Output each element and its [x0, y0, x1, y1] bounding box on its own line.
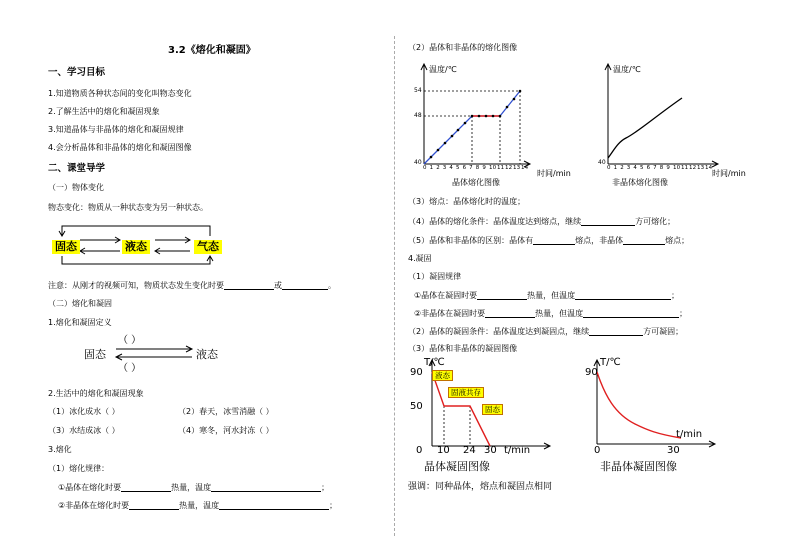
melt-condition-line: （4）晶体的熔化条件：晶体温度达到熔点，继续 方可熔化； — [408, 217, 676, 226]
rule-crystal-blank-1[interactable] — [121, 483, 171, 492]
crystal-xticks — [423, 166, 529, 172]
solidify-caption-noncrystal: 非晶体凝固图像 — [600, 460, 677, 473]
subheading-melt-solidify: （二）熔化和凝固 — [48, 299, 112, 308]
crystal-solidify-graph — [400, 356, 560, 456]
noncrystal-solidify-xtick-30: 30 — [667, 445, 680, 456]
paren-top[interactable]: （ ） — [118, 335, 142, 346]
noncrystal-solidify-axis-temp: T/℃ — [600, 357, 621, 368]
solidify-axis-temp: T/℃ — [424, 357, 445, 368]
solidify-heading: 4.凝固 — [408, 254, 432, 263]
solidify-condition-blank[interactable] — [589, 327, 643, 336]
solidify-condition-line: （2）晶体的凝固条件：晶体温度达到凝固点，继续 方可凝固； — [408, 327, 684, 336]
tag-solid-liquid: 固液共存 — [448, 387, 484, 398]
xtick-2: 2 — [620, 165, 624, 171]
phenomenon-1[interactable]: （1）冰化成水（ ） — [48, 407, 120, 416]
section-heading-guide: 二、课堂导学 — [48, 163, 106, 174]
rule-crystal-blank-2[interactable] — [211, 483, 321, 492]
crystal-caption: 晶体熔化图像 — [452, 178, 500, 187]
liquid-label-2: 液态 — [196, 348, 218, 361]
xtick-13: 13 — [696, 165, 705, 171]
solidify-ytick-50: 50 — [410, 401, 423, 412]
xtick-10: 10 — [488, 165, 497, 171]
definition-heading: 1.熔化和凝固定义 — [48, 318, 112, 327]
xtick-14: 14 — [520, 165, 529, 171]
xtick-12: 12 — [504, 165, 513, 171]
difference-line: （5）晶体和非晶体的区别：晶体有 熔点，非晶体 熔点； — [408, 236, 690, 245]
state-gas-label: 气态 — [194, 240, 222, 254]
solidify-ytick-90: 90 — [410, 367, 423, 378]
xtick-1: 1 — [429, 165, 434, 171]
emphasis-line: 强调：同种晶体，熔点和凝固点相同 — [408, 482, 553, 492]
rule-crystal-line: ①晶体在熔化时要 热量，温度 ； — [58, 483, 330, 492]
xtick-6: 6 — [462, 165, 467, 171]
note-blank-1[interactable] — [224, 281, 274, 290]
graph-heading: （2）晶体和非晶体的熔化图像 — [408, 43, 518, 52]
xtick-3: 3 — [442, 165, 447, 171]
page-title: 3.2《熔化和凝固》 — [168, 45, 256, 56]
xtick-14: 14 — [704, 165, 713, 171]
xtick-4: 4 — [633, 165, 638, 171]
paren-bottom[interactable]: （ ） — [118, 363, 142, 374]
noncrystal-caption: 非晶体熔化图像 — [612, 178, 668, 187]
xtick-1: 1 — [613, 165, 618, 171]
noncrystal-solidify-xtick-0: 0 — [594, 445, 601, 456]
solidify-crystal-line: ①晶体在凝固时要 热量，但温度 ； — [414, 291, 680, 300]
xtick-4: 4 — [449, 165, 454, 171]
solidify-axis-time: t/min — [504, 445, 531, 456]
goal-1: 1.知道物质各种状态间的变化叫物态变化 — [48, 89, 192, 98]
xtick-9: 9 — [666, 165, 671, 171]
melting-rule-heading: （1）熔化规律： — [48, 464, 110, 473]
xtick-9: 9 — [482, 165, 487, 171]
xtick-12: 12 — [688, 165, 697, 171]
goal-2: 2.了解生活中的熔化和凝固现象 — [48, 107, 160, 116]
rule-noncrystal-line: ②非晶体在熔化时要 热量，温度 ； — [58, 501, 338, 510]
note-text: 注意：从刚才的视频可知，物质状态发生变化时要 — [48, 281, 224, 290]
xtick-0: 0 — [607, 165, 611, 171]
difference-blank-2[interactable] — [623, 236, 665, 245]
noncrystal-axis-time: 时间/min — [712, 169, 746, 178]
melting-point-line: （3）熔点：晶体熔化时的温度； — [408, 197, 526, 206]
xtick-0: 0 — [423, 165, 427, 171]
note-line: 注意：从刚才的视频可知，物质状态发生变化时要 或 。 — [48, 281, 336, 290]
solidify-xtick-24: 24 — [463, 445, 476, 456]
solidify-xtick-0: 0 — [416, 445, 423, 456]
goal-3: 3.知道晶体与非晶体的熔化和凝固规律 — [48, 125, 184, 134]
noncrystal-axis-temp: 温度/℃ — [613, 65, 641, 74]
xtick-8: 8 — [659, 165, 664, 171]
solidify-noncrystal-line: ②非晶体在凝固时要 热量，但温度 ； — [414, 309, 688, 318]
crystal-ytick-54: 54 — [414, 87, 422, 94]
state-liquid-label: 液态 — [122, 240, 150, 254]
xtick-11: 11 — [680, 165, 689, 171]
xtick-5: 5 — [639, 165, 644, 171]
phenomenon-2[interactable]: （2）春天，冰雪消融（ ） — [178, 407, 274, 416]
xtick-2: 2 — [436, 165, 440, 171]
crystal-ytick-40: 40 — [414, 159, 422, 166]
solidify-xtick-10: 10 — [437, 445, 450, 456]
solidify-graph-heading: （3）晶体和非晶体的凝固图像 — [408, 344, 518, 353]
tag-liquid: 液态 — [432, 370, 453, 381]
section-heading-goals: 一、学习目标 — [48, 67, 106, 78]
xtick-8: 8 — [475, 165, 480, 171]
phenomenon-3[interactable]: （3）水结成冰（ ） — [48, 426, 120, 435]
solidify-caption-crystal: 晶体凝固图像 — [424, 460, 490, 473]
noncrystal-xticks — [607, 166, 713, 172]
subheading-state-change: （一）物体变化 — [48, 183, 104, 192]
solid-label-2: 固态 — [84, 348, 106, 361]
xtick-11: 11 — [496, 165, 505, 171]
crystal-axis-time: 时间/min — [537, 169, 571, 178]
phenomenon-4[interactable]: （4）寒冬，河水封冻（ ） — [178, 426, 274, 435]
xtick-6: 6 — [646, 165, 651, 171]
tag-solid: 固态 — [482, 404, 503, 415]
noncrystal-solidify-graph — [585, 356, 745, 456]
xtick-7: 7 — [469, 165, 473, 171]
phenomena-heading: 2.生活中的熔化和凝固现象 — [48, 389, 144, 398]
difference-blank-1[interactable] — [533, 236, 575, 245]
column-divider — [394, 36, 396, 536]
xtick-7: 7 — [653, 165, 657, 171]
crystal-ytick-48: 48 — [414, 112, 422, 119]
solidify-crystal-blank-1[interactable] — [477, 291, 527, 300]
goal-4: 4.会分析晶体和非晶体的熔化和凝固图像 — [48, 143, 192, 152]
solidify-noncrystal-blank-1[interactable] — [485, 309, 535, 318]
xtick-13: 13 — [512, 165, 521, 171]
solidify-rule-heading: （1）凝固规律 — [408, 272, 462, 281]
melting-heading: 3.熔化 — [48, 445, 72, 454]
melt-condition-blank[interactable] — [581, 217, 635, 226]
noncrystal-solidify-ytick-90: 90 — [585, 367, 598, 378]
xtick-10: 10 — [672, 165, 681, 171]
solidify-noncrystal-blank-2[interactable] — [583, 309, 679, 318]
melt-solidify-arrows — [114, 346, 194, 360]
rule-noncrystal-blank-1[interactable] — [129, 501, 179, 510]
note-blank-2[interactable] — [282, 281, 328, 290]
definition-text: 物态变化：物质从一种状态变为另一种状态。 — [48, 203, 208, 212]
state-solid-label: 固态 — [52, 240, 80, 254]
noncrystal-ytick-40: 40 — [598, 159, 606, 166]
solidify-xtick-30: 30 — [484, 445, 497, 456]
noncrystal-solidify-axis-time: t/min — [676, 429, 703, 440]
xtick-3: 3 — [626, 165, 631, 171]
solidify-crystal-blank-2[interactable] — [575, 291, 671, 300]
rule-noncrystal-blank-2[interactable] — [219, 501, 329, 510]
note-or: 或 — [274, 281, 282, 290]
crystal-axis-temp: 温度/℃ — [429, 65, 457, 74]
xtick-5: 5 — [455, 165, 460, 171]
